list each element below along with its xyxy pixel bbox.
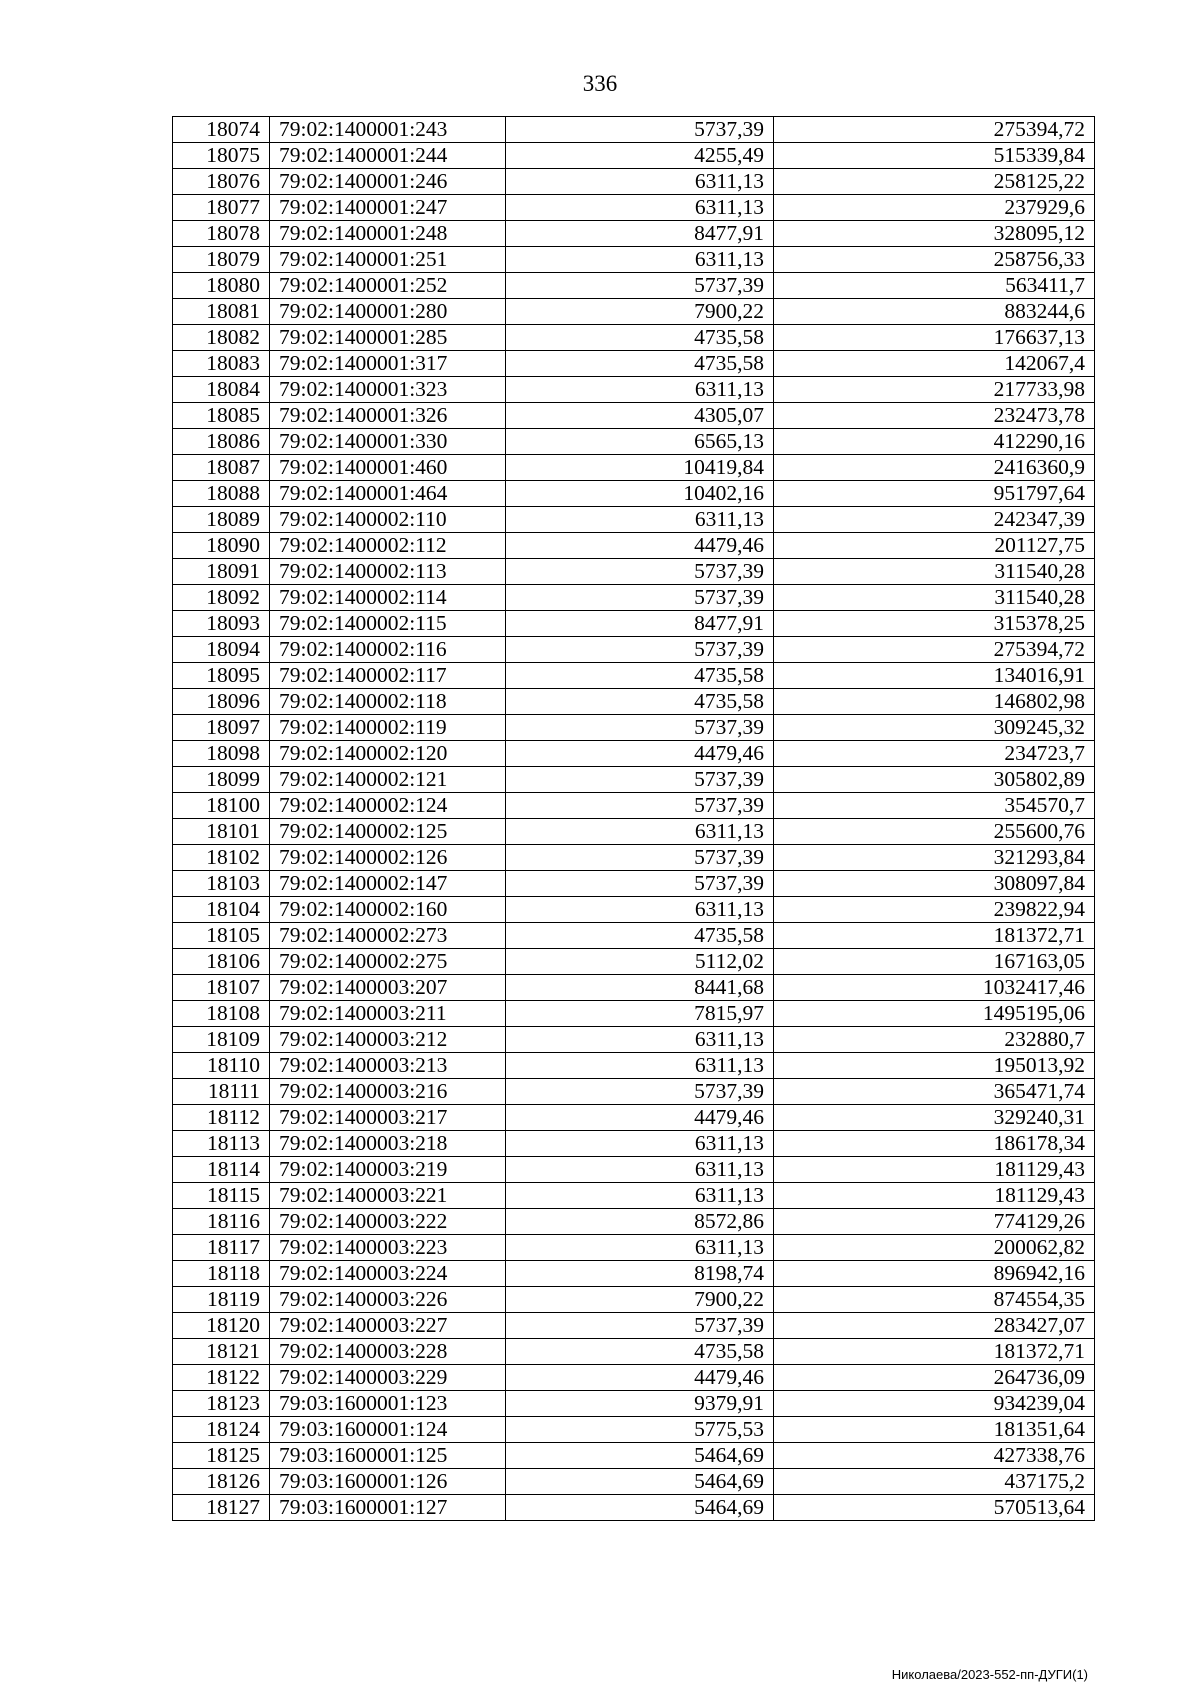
cadastral-number-cell: 79:02:1400001:323 (270, 377, 506, 403)
cadastral-number-cell: 79:02:1400003:207 (270, 975, 506, 1001)
row-number-cell: 18103 (173, 871, 270, 897)
table-row (173, 715, 1095, 741)
row-number-cell: 18112 (173, 1105, 270, 1131)
row-number-cell: 18093 (173, 611, 270, 637)
table-row (173, 1209, 1095, 1235)
row-number-cell: 18121 (173, 1339, 270, 1365)
table-row (173, 663, 1095, 689)
row-number-cell: 18081 (173, 299, 270, 325)
specific-value-cell: 5737,39 (506, 715, 774, 741)
cadastral-number-cell: 79:02:1400003:229 (270, 1365, 506, 1391)
table-row (173, 429, 1095, 455)
table-row (173, 741, 1095, 767)
specific-value-cell: 4735,58 (506, 663, 774, 689)
specific-value-cell: 5737,39 (506, 273, 774, 299)
table-row (173, 507, 1095, 533)
cadastral-value-cell: 311540,28 (774, 585, 1095, 611)
specific-value-cell: 6311,13 (506, 1131, 774, 1157)
row-number-cell: 18115 (173, 1183, 270, 1209)
specific-value-cell: 5737,39 (506, 767, 774, 793)
table-row (173, 143, 1095, 169)
cadastral-number-cell: 79:02:1400003:226 (270, 1287, 506, 1313)
table-row (173, 169, 1095, 195)
specific-value-cell: 8441,68 (506, 975, 774, 1001)
specific-value-cell: 5464,69 (506, 1495, 774, 1521)
specific-value-cell: 6311,13 (506, 507, 774, 533)
cadastral-number-cell: 79:02:1400002:124 (270, 793, 506, 819)
specific-value-cell: 6311,13 (506, 195, 774, 221)
specific-value-cell: 6565,13 (506, 429, 774, 455)
specific-value-cell: 5775,53 (506, 1417, 774, 1443)
cadastral-number-cell: 79:02:1400002:121 (270, 767, 506, 793)
cadastral-value-cell: 258756,33 (774, 247, 1095, 273)
cadastral-value-cell: 255600,76 (774, 819, 1095, 845)
row-number-cell: 18105 (173, 923, 270, 949)
table-row (173, 793, 1095, 819)
cadastral-value-cell: 951797,64 (774, 481, 1095, 507)
specific-value-cell: 7900,22 (506, 299, 774, 325)
cadastral-value-cell: 181129,43 (774, 1157, 1095, 1183)
row-number-cell: 18108 (173, 1001, 270, 1027)
specific-value-cell: 6311,13 (506, 1183, 774, 1209)
cadastral-value-cell: 412290,16 (774, 429, 1095, 455)
cadastral-value-cell: 181351,64 (774, 1417, 1095, 1443)
specific-value-cell: 4479,46 (506, 1365, 774, 1391)
specific-value-cell: 8572,86 (506, 1209, 774, 1235)
table-row (173, 975, 1095, 1001)
cadastral-value-cell: 365471,74 (774, 1079, 1095, 1105)
table-row (173, 1391, 1095, 1417)
cadastral-number-cell: 79:02:1400003:224 (270, 1261, 506, 1287)
cadastral-number-cell: 79:02:1400001:326 (270, 403, 506, 429)
cadastral-value-cell: 874554,35 (774, 1287, 1095, 1313)
cadastral-value-cell: 167163,05 (774, 949, 1095, 975)
cadastral-value-cell: 195013,92 (774, 1053, 1095, 1079)
cadastral-value-cell: 200062,82 (774, 1235, 1095, 1261)
cadastral-number-cell: 79:02:1400001:460 (270, 455, 506, 481)
cadastral-number-cell: 79:02:1400002:119 (270, 715, 506, 741)
table-row (173, 1157, 1095, 1183)
cadastral-number-cell: 79:02:1400003:221 (270, 1183, 506, 1209)
specific-value-cell: 4735,58 (506, 351, 774, 377)
row-number-cell: 18104 (173, 897, 270, 923)
table-row (173, 1287, 1095, 1313)
specific-value-cell: 6311,13 (506, 1053, 774, 1079)
cadastral-number-cell: 79:02:1400001:247 (270, 195, 506, 221)
row-number-cell: 18119 (173, 1287, 270, 1313)
row-number-cell: 18095 (173, 663, 270, 689)
cadastral-value-cell: 934239,04 (774, 1391, 1095, 1417)
cadastral-value-cell: 264736,09 (774, 1365, 1095, 1391)
specific-value-cell: 4735,58 (506, 325, 774, 351)
row-number-cell: 18118 (173, 1261, 270, 1287)
table-row (173, 1261, 1095, 1287)
table-row (173, 325, 1095, 351)
table-row (173, 897, 1095, 923)
cadastral-value-cell: 134016,91 (774, 663, 1095, 689)
cadastral-number-cell: 79:02:1400001:280 (270, 299, 506, 325)
specific-value-cell: 4255,49 (506, 143, 774, 169)
cadastral-value-cell: 181372,71 (774, 1339, 1095, 1365)
row-number-cell: 18086 (173, 429, 270, 455)
row-number-cell: 18090 (173, 533, 270, 559)
cadastral-number-cell: 79:02:1400003:228 (270, 1339, 506, 1365)
cadastral-value-cell: 563411,7 (774, 273, 1095, 299)
row-number-cell: 18088 (173, 481, 270, 507)
row-number-cell: 18080 (173, 273, 270, 299)
specific-value-cell: 6311,13 (506, 169, 774, 195)
row-number-cell: 18085 (173, 403, 270, 429)
specific-value-cell: 5737,39 (506, 585, 774, 611)
cadastral-value-cell: 239822,94 (774, 897, 1095, 923)
cadastral-number-cell: 79:02:1400002:275 (270, 949, 506, 975)
row-number-cell: 18092 (173, 585, 270, 611)
row-number-cell: 18075 (173, 143, 270, 169)
table-row (173, 949, 1095, 975)
specific-value-cell: 7900,22 (506, 1287, 774, 1313)
row-number-cell: 18106 (173, 949, 270, 975)
specific-value-cell: 5737,39 (506, 845, 774, 871)
row-number-cell: 18107 (173, 975, 270, 1001)
row-number-cell: 18124 (173, 1417, 270, 1443)
cadastral-value-cell: 308097,84 (774, 871, 1095, 897)
cadastral-number-cell: 79:02:1400003:223 (270, 1235, 506, 1261)
row-number-cell: 18094 (173, 637, 270, 663)
cadastral-value-cell: 181129,43 (774, 1183, 1095, 1209)
table-row (173, 1339, 1095, 1365)
table-row (173, 1079, 1095, 1105)
cadastral-value-cell: 237929,6 (774, 195, 1095, 221)
table-row (173, 117, 1095, 143)
table-row (173, 195, 1095, 221)
cadastral-value-cell: 258125,22 (774, 169, 1095, 195)
cadastral-number-cell: 79:02:1400001:330 (270, 429, 506, 455)
row-number-cell: 18122 (173, 1365, 270, 1391)
cadastral-number-cell: 79:03:1600001:124 (270, 1417, 506, 1443)
table-row (173, 351, 1095, 377)
cadastral-value-cell: 321293,84 (774, 845, 1095, 871)
row-number-cell: 18126 (173, 1469, 270, 1495)
cadastral-value-cell: 232880,7 (774, 1027, 1095, 1053)
table-body (173, 117, 1095, 1521)
specific-value-cell: 6311,13 (506, 247, 774, 273)
row-number-cell: 18077 (173, 195, 270, 221)
table-row (173, 403, 1095, 429)
table-row (173, 637, 1095, 663)
row-number-cell: 18096 (173, 689, 270, 715)
table-row (173, 871, 1095, 897)
table-row (173, 1235, 1095, 1261)
row-number-cell: 18102 (173, 845, 270, 871)
specific-value-cell: 8477,91 (506, 611, 774, 637)
cadastral-value-cell: 1495195,06 (774, 1001, 1095, 1027)
row-number-cell: 18101 (173, 819, 270, 845)
document-footer: Николаева/2023-552-пп-ДУГИ(1) (891, 1667, 1088, 1682)
row-number-cell: 18109 (173, 1027, 270, 1053)
specific-value-cell: 6311,13 (506, 1235, 774, 1261)
cadastral-number-cell: 79:02:1400001:464 (270, 481, 506, 507)
table-row (173, 377, 1095, 403)
table-row (173, 1469, 1095, 1495)
specific-value-cell: 5737,39 (506, 871, 774, 897)
table-row (173, 767, 1095, 793)
specific-value-cell: 9379,91 (506, 1391, 774, 1417)
row-number-cell: 18099 (173, 767, 270, 793)
table-row (173, 299, 1095, 325)
specific-value-cell: 5737,39 (506, 793, 774, 819)
table-row (173, 247, 1095, 273)
table-row (173, 559, 1095, 585)
cadastral-number-cell: 79:02:1400001:243 (270, 117, 506, 143)
cadastral-number-cell: 79:02:1400002:273 (270, 923, 506, 949)
row-number-cell: 18120 (173, 1313, 270, 1339)
table-row (173, 1027, 1095, 1053)
cadastral-number-cell: 79:02:1400003:217 (270, 1105, 506, 1131)
specific-value-cell: 8198,74 (506, 1261, 774, 1287)
specific-value-cell: 4735,58 (506, 689, 774, 715)
specific-value-cell: 4479,46 (506, 1105, 774, 1131)
table-row (173, 819, 1095, 845)
table-row (173, 1053, 1095, 1079)
cadastral-value-cell: 354570,7 (774, 793, 1095, 819)
cadastral-value-cell: 570513,64 (774, 1495, 1095, 1521)
cadastral-number-cell: 79:02:1400003:211 (270, 1001, 506, 1027)
cadastral-value-cell: 186178,34 (774, 1131, 1095, 1157)
table-row (173, 481, 1095, 507)
cadastral-number-cell: 79:03:1600001:126 (270, 1469, 506, 1495)
page-number: 336 (582, 71, 618, 96)
cadastral-number-cell: 79:02:1400003:219 (270, 1157, 506, 1183)
row-number-cell: 18117 (173, 1235, 270, 1261)
row-number-cell: 18079 (173, 247, 270, 273)
row-number-cell: 18098 (173, 741, 270, 767)
specific-value-cell: 6311,13 (506, 377, 774, 403)
cadastral-number-cell: 79:02:1400002:160 (270, 897, 506, 923)
cadastral-number-cell: 79:02:1400003:218 (270, 1131, 506, 1157)
specific-value-cell: 4305,07 (506, 403, 774, 429)
specific-value-cell: 8477,91 (506, 221, 774, 247)
cadastral-value-cell: 283427,07 (774, 1313, 1095, 1339)
cadastral-number-cell: 79:02:1400003:213 (270, 1053, 506, 1079)
table-row (173, 1105, 1095, 1131)
cadastral-value-cell: 315378,25 (774, 611, 1095, 637)
cadastral-number-cell: 79:02:1400002:117 (270, 663, 506, 689)
cadastral-number-cell: 79:02:1400002:115 (270, 611, 506, 637)
table-row (173, 273, 1095, 299)
table-row (173, 923, 1095, 949)
cadastral-number-cell: 79:02:1400002:114 (270, 585, 506, 611)
cadastral-number-cell: 79:02:1400003:212 (270, 1027, 506, 1053)
table-row (173, 585, 1095, 611)
cadastral-value-cell: 896942,16 (774, 1261, 1095, 1287)
cadastral-number-cell: 79:02:1400001:248 (270, 221, 506, 247)
cadastral-value-table (172, 116, 1095, 1521)
cadastral-value-cell: 309245,32 (774, 715, 1095, 741)
cadastral-value-cell: 142067,4 (774, 351, 1095, 377)
specific-value-cell: 5737,39 (506, 117, 774, 143)
row-number-cell: 18125 (173, 1443, 270, 1469)
cadastral-value-cell: 305802,89 (774, 767, 1095, 793)
specific-value-cell: 5464,69 (506, 1469, 774, 1495)
cadastral-number-cell: 79:02:1400001:251 (270, 247, 506, 273)
cadastral-number-cell: 79:02:1400003:222 (270, 1209, 506, 1235)
row-number-cell: 18113 (173, 1131, 270, 1157)
table-row (173, 1443, 1095, 1469)
cadastral-value-cell: 275394,72 (774, 117, 1095, 143)
table-row (173, 1313, 1095, 1339)
table-row (173, 1001, 1095, 1027)
row-number-cell: 18110 (173, 1053, 270, 1079)
cadastral-value-cell: 515339,84 (774, 143, 1095, 169)
specific-value-cell: 6311,13 (506, 1157, 774, 1183)
cadastral-number-cell: 79:02:1400003:216 (270, 1079, 506, 1105)
cadastral-value-cell: 427338,76 (774, 1443, 1095, 1469)
specific-value-cell: 5464,69 (506, 1443, 774, 1469)
cadastral-number-cell: 79:03:1600001:125 (270, 1443, 506, 1469)
specific-value-cell: 10402,16 (506, 481, 774, 507)
specific-value-cell: 5737,39 (506, 559, 774, 585)
specific-value-cell: 7815,97 (506, 1001, 774, 1027)
cadastral-value-cell: 146802,98 (774, 689, 1095, 715)
specific-value-cell: 4735,58 (506, 1339, 774, 1365)
row-number-cell: 18074 (173, 117, 270, 143)
cadastral-number-cell: 79:02:1400001:252 (270, 273, 506, 299)
cadastral-value-cell: 2416360,9 (774, 455, 1095, 481)
row-number-cell: 18089 (173, 507, 270, 533)
table-row (173, 845, 1095, 871)
cadastral-number-cell: 79:02:1400002:147 (270, 871, 506, 897)
cadastral-number-cell: 79:02:1400002:110 (270, 507, 506, 533)
specific-value-cell: 5112,02 (506, 949, 774, 975)
specific-value-cell: 6311,13 (506, 897, 774, 923)
cadastral-value-cell: 774129,26 (774, 1209, 1095, 1235)
cadastral-value-cell: 232473,78 (774, 403, 1095, 429)
specific-value-cell: 4735,58 (506, 923, 774, 949)
specific-value-cell: 6311,13 (506, 819, 774, 845)
cadastral-value-cell: 181372,71 (774, 923, 1095, 949)
row-number-cell: 18097 (173, 715, 270, 741)
row-number-cell: 18082 (173, 325, 270, 351)
table-row (173, 611, 1095, 637)
specific-value-cell: 6311,13 (506, 1027, 774, 1053)
cadastral-number-cell: 79:02:1400002:113 (270, 559, 506, 585)
cadastral-number-cell: 79:02:1400001:246 (270, 169, 506, 195)
table-row (173, 689, 1095, 715)
specific-value-cell: 5737,39 (506, 637, 774, 663)
row-number-cell: 18111 (173, 1079, 270, 1105)
cadastral-number-cell: 79:02:1400001:285 (270, 325, 506, 351)
cadastral-number-cell: 79:02:1400003:227 (270, 1313, 506, 1339)
cadastral-number-cell: 79:02:1400001:244 (270, 143, 506, 169)
row-number-cell: 18114 (173, 1157, 270, 1183)
row-number-cell: 18127 (173, 1495, 270, 1521)
cadastral-number-cell: 79:02:1400002:118 (270, 689, 506, 715)
cadastral-number-cell: 79:03:1600001:123 (270, 1391, 506, 1417)
row-number-cell: 18116 (173, 1209, 270, 1235)
table-row (173, 1131, 1095, 1157)
specific-value-cell: 5737,39 (506, 1313, 774, 1339)
cadastral-value-cell: 437175,2 (774, 1469, 1095, 1495)
specific-value-cell: 10419,84 (506, 455, 774, 481)
table-row (173, 455, 1095, 481)
cadastral-value-cell: 275394,72 (774, 637, 1095, 663)
cadastral-value-cell: 176637,13 (774, 325, 1095, 351)
table-row (173, 1417, 1095, 1443)
cadastral-number-cell: 79:02:1400002:125 (270, 819, 506, 845)
table-row (173, 533, 1095, 559)
cadastral-number-cell: 79:02:1400001:317 (270, 351, 506, 377)
cadastral-value-cell: 1032417,46 (774, 975, 1095, 1001)
table-row (173, 1183, 1095, 1209)
cadastral-value-cell: 217733,98 (774, 377, 1095, 403)
cadastral-value-cell: 883244,6 (774, 299, 1095, 325)
table-row (173, 1495, 1095, 1521)
cadastral-number-cell: 79:02:1400002:126 (270, 845, 506, 871)
table-row (173, 1365, 1095, 1391)
cadastral-value-cell: 328095,12 (774, 221, 1095, 247)
cadastral-value-cell: 242347,39 (774, 507, 1095, 533)
cadastral-value-cell: 234723,7 (774, 741, 1095, 767)
cadastral-number-cell: 79:03:1600001:127 (270, 1495, 506, 1521)
cadastral-value-cell: 329240,31 (774, 1105, 1095, 1131)
cadastral-value-cell: 201127,75 (774, 533, 1095, 559)
table-row (173, 221, 1095, 247)
row-number-cell: 18083 (173, 351, 270, 377)
specific-value-cell: 4479,46 (506, 533, 774, 559)
cadastral-value-cell: 311540,28 (774, 559, 1095, 585)
row-number-cell: 18076 (173, 169, 270, 195)
cadastral-number-cell: 79:02:1400002:112 (270, 533, 506, 559)
row-number-cell: 18084 (173, 377, 270, 403)
row-number-cell: 18078 (173, 221, 270, 247)
specific-value-cell: 5737,39 (506, 1079, 774, 1105)
row-number-cell: 18091 (173, 559, 270, 585)
row-number-cell: 18087 (173, 455, 270, 481)
cadastral-number-cell: 79:02:1400002:116 (270, 637, 506, 663)
cadastral-number-cell: 79:02:1400002:120 (270, 741, 506, 767)
row-number-cell: 18100 (173, 793, 270, 819)
specific-value-cell: 4479,46 (506, 741, 774, 767)
row-number-cell: 18123 (173, 1391, 270, 1417)
